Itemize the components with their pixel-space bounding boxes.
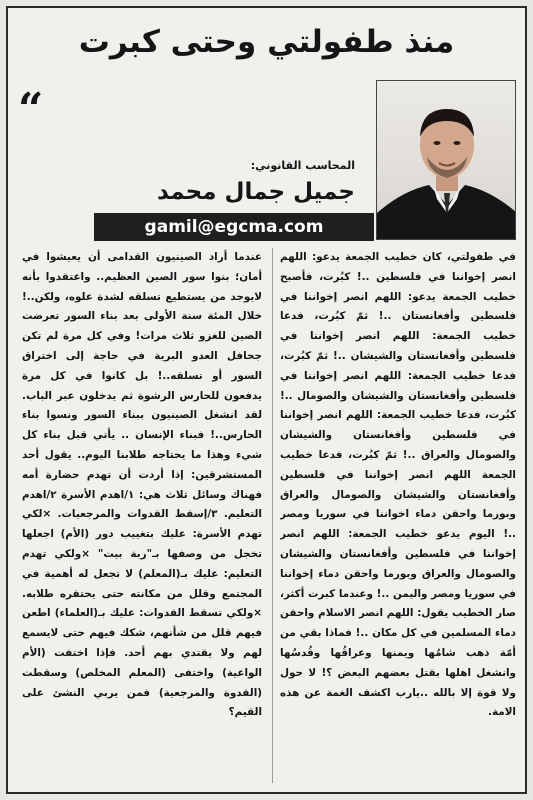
author-email: gamil@egcma.com: [94, 213, 374, 241]
article-column-right: في طفولتي، كان خطيب الجمعة يدعو: اللهم انصر إخواننا في فلسطين ..! كبُرت، فأصبح خطيب الجمعة يدعو: اللهم انصر إخواننا في فلسطين وأفغانستان ..! ثمّ كبُرت، فدعا خطيب الجمعة: اللهم انصر إخواننا في فلسطين وأفغانستان والشيشان ..! ثمّ كبُرت، فدعا خطيب الجمعة: اللهم انصر إخواننا في فلسطين وأفغانستان والشيشان والصومال ..! كبُرت، فدعا خطيب الجمعة: اللهم انصر إخواننا في فلسطين وأفغانستان والشيشان والصومال والعراق ..! ثمّ كبُرت، فدعا خطيب الجمعة اللهم انصر إخواننا في فلسطين وأفغانستان والشيشان والصومال والعراق وبورما واحقن دماء اخواننا في سوريا ومصر ..! اليوم يدعو خطيب الجمعة: اللهم انصر إخواننا في فلسطين وأفغانستان والشيشان والصومال والعراق وبورما واحقن دماء إخواننا في سوريا ومصر واليمن ..! وعندما كبرت أكثر، صار الخطيب يقول: اللهم انصر الاسلام واحقن دماء المسلمين في كل مكان ..! فماذا بقي من أمّة ذهب شامُها ويمنها وعراقُها وقُدسُها وانشغل اهلها بقتل بعضهم البعض ؟! لا حول ولا قوة إلا بالله ..يارب اكشف الغمة عن هذه الامة.: [280, 251, 516, 719]
byline: [95, 158, 355, 208]
author-title: المحاسب القانوني:: [250, 159, 355, 172]
quote-mark-icon: “: [18, 84, 44, 135]
newspaper-page: [6, 6, 527, 794]
author-photo: [376, 80, 516, 240]
article-headline: منذ طفولتي وحتى كبرت: [78, 24, 455, 60]
author-name: جميل جمال محمد: [156, 179, 355, 205]
article-column-left: عندما أراد الصينيون القدامى أن يعيشوا في أمان؛ بنوا سور الصين العظيم.. واعتقدوا بأنه لايوجد من يستطيع تسلقه لشدة علوه، ولكن..! خلال المئة سنة الأولى بعد بناء السور تعرضت الصين للغزو ثلاث مرات! وفي كل مرة لم تكن جحافل العدو البرية في حاجة إلى اختراق السور أو تسلقه..! بل كانوا في كل مرة يدفعون للحارس الرشوة ثم يدخلون عبر الباب. لقد انشغل الصينيون ببناء السور ونسوا بناء الحارس..! فبناء الإنسان .. يأتي قبل بناء كل شيء وهذا ما يحتاجه طلابنا اليوم.. يقول أحد المستشرقين: إذا أردت أن تهدم حضارة أمه فهناك وسائل ثلاث هي: ١/اهدم الأسرة ٢/اهدم التعليم. ٣/إسقط القدوات والمرجعيات. ×لكي تهدم الأسرة: عليك بتغييب دور (الأم) اجعلها تخجل من وصفها بـ"ربة بيت" ×ولكي تهدم التعليم: عليك بـ(المعلم) لا تجعل له أهمية في المجتمع وقلل من مكانته حتى يحتقره طلابه. ×ولكي تسقط القدوات: عليك بـ(العلماء) اطعن فيهم قلل من شأنهم، شكك فيهم حتى لايسمع لهم ولا يقتدي بهم أحد. فإذا اختفت (الأم الواعية) واختفى (المعلم المخلص) وسقطت (القدوة والمرجعية) فمن يربي النشئ على القيم؟: [22, 251, 262, 719]
column-divider: [272, 248, 273, 783]
portrait-icon: [377, 81, 516, 240]
